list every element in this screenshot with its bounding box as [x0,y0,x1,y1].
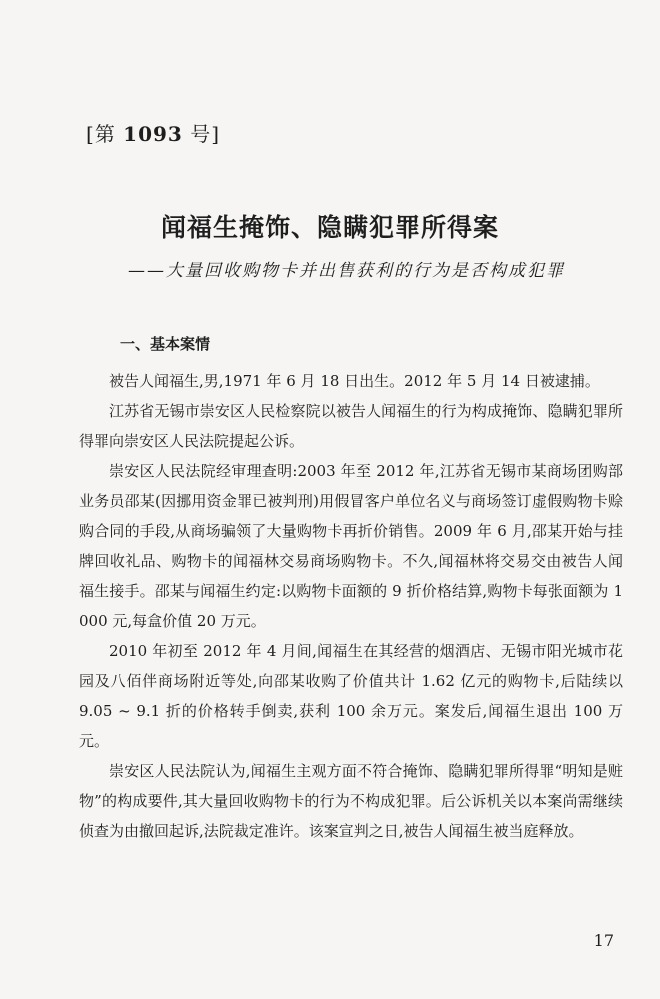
paragraph-defendant-info: 被告人闻福生,男,1971 年 6 月 18 日出生。2012 年 5 月 14 日被逮捕。 [109,372,600,390]
page-number: 17 [593,931,614,950]
case-title: 闻福生掩饰、隐瞒犯罪所得案 [160,213,499,242]
case-number [86,118,220,147]
case-subtitle: ——大量回收购物卡并出售获利的行为是否构成犯罪 [128,261,565,281]
case-number-suffix: 号 [182,122,212,146]
body-text [79,366,623,846]
case-number-bracket-open: [ [86,122,95,146]
paragraph-prosecution: 江苏省无锡市崇安区人民检察院以被告人闻福生的行为构成掩饰、隐瞒犯罪所得罪向崇安区人民法院提起公诉。 [79,402,623,450]
case-number-prefix: 第 [94,122,124,146]
case-number-value: 1093 [123,122,183,146]
case-number-bracket-close: ] [211,122,221,146]
paragraph-court-ruling: 崇安区人民法院认为,闻福生主观方面不符合掩饰、隐瞒犯罪所得罪“明知是赃物”的构成要件,其大量回收购物卡的行为不构成犯罪。后公诉机关以本案尚需继续侦查为由撤回起诉,法院裁定准许。该案宣判之日,被告人闻福生被当庭释放。 [79,762,623,840]
paragraph-court-findings: 崇安区人民法院经审理查明:2003 年至 2012 年,江苏省无锡市某商场团购部业务员邵某(因挪用资金罪已被判刑)用假冒客户单位名义与商场签订虚假购物卡赊购合同的手段,从商场骗领了大量购物卡再折价销售。2009 年 6 月,邵某开始与挂牌回收礼品、购物卡的闻福林交易商场购物卡。不久,闻福林将交易交由被告人闻福生接手。邵某与闻福生约定:以购物卡面额的 9 折价格结算,购物卡每张面额为 1 000 元,每盒价值 20 万元。 [79,462,623,630]
paragraph-transactions: 2010 年初至 2012 年 4 月间,闻福生在其经营的烟酒店、无锡市阳光城市花园及八佰伴商场附近等处,向邵某收购了价值共计 1.62 亿元的购物卡,后陆续以 9.05 ~ 9.1 折的价格转手倒卖,获利 100 余万元。案发后,闻福生退出 100 万元。 [79,642,623,750]
section-heading: 一、基本案情 [120,335,211,353]
